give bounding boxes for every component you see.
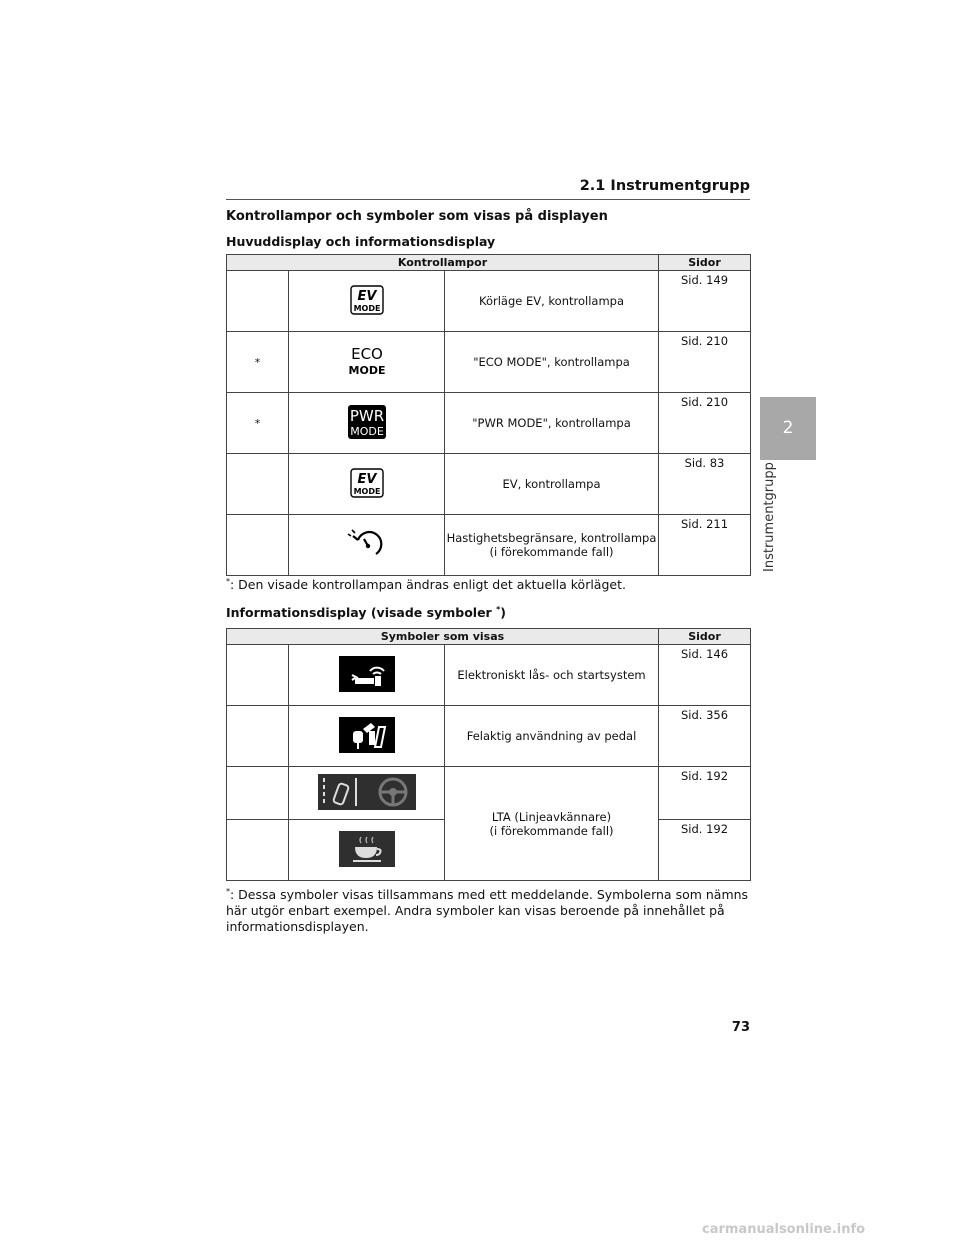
empty-cell [227,645,289,706]
empty-cell [227,820,289,881]
smart-key-icon [289,645,445,706]
section-header: 2.1 Instrumentgrupp [579,178,750,194]
col-header-pages: Sidor [659,629,751,645]
footnote-mark: * [496,605,501,614]
watermark: carmanualsonline.info [702,1222,866,1237]
footnote-1 [226,577,626,592]
symbols-table [226,628,751,881]
coffee-break-icon [289,820,445,881]
indicator-name: "PWR MODE", kontrollampa [445,393,659,454]
page-ref: Sid. 192 [659,767,751,820]
symbol-name: Felaktig användning av pedal [445,706,659,767]
page-heading: Kontrollampor och symboler som visas på displayen [226,209,608,224]
eco-label: ECO [350,344,383,363]
subheading-close: ) [500,605,506,621]
mode-label: MODE [349,424,384,438]
star-cell [227,271,289,332]
table-header-row [227,255,751,271]
eco-mode-icon [289,332,445,393]
page-ref: Sid. 192 [659,820,751,881]
indicator-name: "ECO MODE", kontrollampa [445,332,659,393]
page-number: 73 [731,1020,750,1035]
page-ref: Sid. 146 [659,645,751,706]
subheading-main-display: Huvuddisplay och informationsdisplay [226,234,496,249]
indicator-name: Körläge EV, kontrollampa [445,271,659,332]
table-header-row [227,629,751,645]
ev-label: EV [357,471,376,487]
empty-cell [227,706,289,767]
footnote-text: : Den visade kontrollampan ändras enligt det aktuella körläget. [230,577,626,593]
mode-label: MODE [353,486,380,496]
speed-limiter-icon [289,515,445,576]
symbol-name-line1: LTA (Linjeavkännare) [491,809,612,824]
star-cell: * [227,393,289,454]
star-cell [227,454,289,515]
table-row [227,454,751,515]
footnote-text: : Dessa symboler visas tillsammans med ett meddelande. Symbolerna som nämns här utgör enbart exempel. Andra symboler kan visas beroende på innehållet på informationsdisplayen. [226,887,749,935]
symbol-name [445,767,659,881]
star-cell: * [227,332,289,393]
footnote-mark: * [226,887,230,896]
col-header-indicators: Kontrollampor [227,255,659,271]
symbol-name: Elektroniskt lås- och startsystem [445,645,659,706]
subheading-text: Informationsdisplay (visade symboler [226,605,497,621]
footnote-2 [226,884,756,935]
pwr-mode-icon [289,393,445,454]
lta-lane-icon [289,767,445,820]
ev-icon [289,454,445,515]
indicator-name-line2: (i förekommande fall) [489,545,614,559]
table-row [227,767,751,820]
page-ref: Sid. 210 [659,332,751,393]
col-header-pages: Sidor [659,255,751,271]
subheading-info-display [226,605,506,620]
indicator-name [445,515,659,576]
chapter-label-text: Instrumentgrupp [762,462,777,572]
page-ref: Sid. 210 [659,393,751,454]
table-row [227,515,751,576]
indicator-table [226,254,751,576]
mode-label: MODE [348,363,385,377]
table-row [227,645,751,706]
page-ref: Sid. 149 [659,271,751,332]
chapter-label [760,462,784,572]
ev-mode-icon [289,271,445,332]
page-ref: Sid. 83 [659,454,751,515]
pedal-misuse-icon [289,706,445,767]
pwr-label: PWR [349,406,384,425]
table-row [227,393,751,454]
indicator-name: EV, kontrollampa [445,454,659,515]
indicator-name-line1: Hastighetsbegränsare, kontrollampa [446,531,657,545]
table-row [227,332,751,393]
table-row [227,706,751,767]
page-ref: Sid. 211 [659,515,751,576]
chapter-tab: 2 [760,397,816,460]
ev-label: EV [357,288,376,304]
mode-label: MODE [353,303,380,313]
header-rule [226,199,750,200]
symbol-name-line2: (i förekommande fall) [489,823,614,838]
page-ref: Sid. 356 [659,706,751,767]
empty-cell [227,767,289,820]
footnote-mark: * [226,577,230,586]
table-row [227,271,751,332]
star-cell [227,515,289,576]
col-header-symbols: Symboler som visas [227,629,659,645]
